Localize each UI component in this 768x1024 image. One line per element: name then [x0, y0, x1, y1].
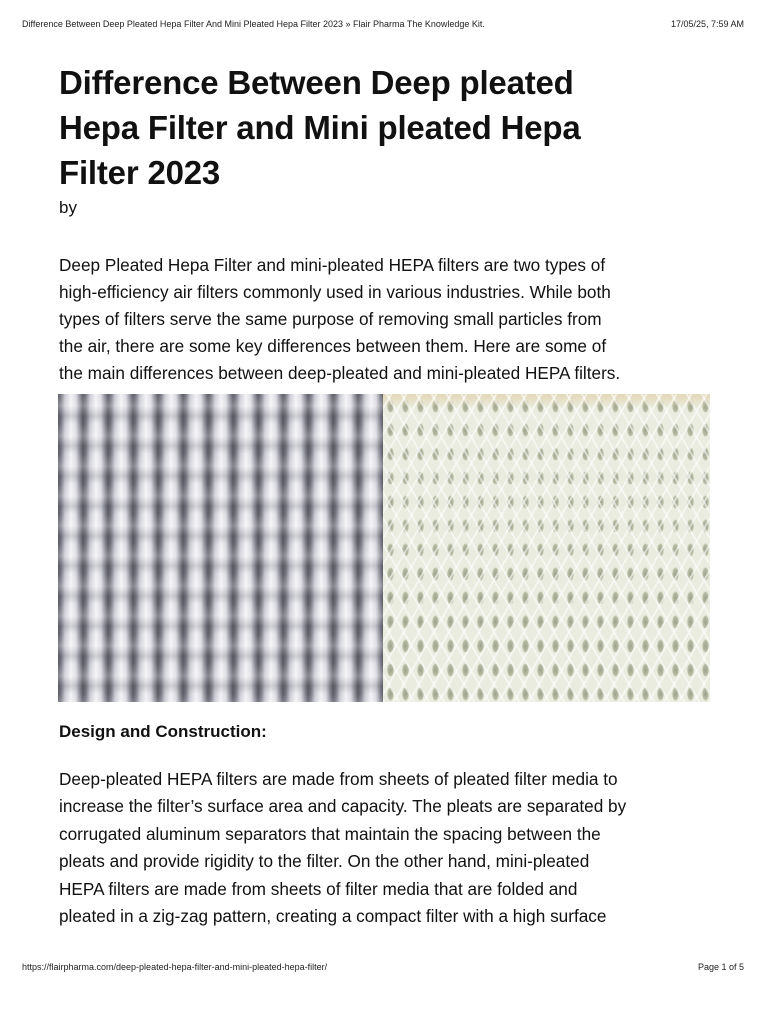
article-title-line: Hepa Filter and Mini pleated Hepa	[59, 109, 581, 146]
intro-line: Deep Pleated Hepa Filter and mini-pleated HEPA filters are two types of	[59, 255, 606, 275]
intro-line: the air, there are some key differences between them. Here are some of	[59, 336, 607, 356]
section-line: corrugated aluminum separators that maintain the spacing between the	[59, 823, 601, 844]
print-date: 17/05/25, 7:59 AM	[670, 19, 744, 29]
print-header	[22, 19, 744, 33]
section-line: Deep-pleated HEPA filters are made from sheets of pleated filter media to	[59, 769, 618, 789]
byline: by	[59, 198, 77, 217]
article-title-line: Filter 2023	[59, 154, 221, 191]
intro-paragraph	[59, 252, 719, 387]
page-url-link[interactable]: https://flairpharma.com/deep-pleated-hepa-filter-and-mini-pleated-hepa-filter/	[22, 962, 328, 972]
section-heading: Design and Construction:	[59, 722, 267, 741]
intro-line: high-efficiency air filters commonly used in various industries. While both	[59, 282, 611, 302]
deep-pleated-filter-photo	[58, 394, 383, 702]
section-line: HEPA filters are made from sheets of filter media that are folded and	[59, 878, 578, 899]
intro-line: types of filters serve the same purpose of removing small particles from	[59, 309, 602, 329]
print-document-title: Difference Between Deep Pleated Hepa Filter And Mini Pleated Hepa Filter 2023 » Flair Pharma The Knowledge Kit.	[22, 19, 485, 29]
section-paragraph	[59, 766, 719, 930]
section-line: increase the filter’s surface area and capacity. The pleats are separated by	[59, 796, 627, 817]
filter-comparison-image	[58, 394, 710, 702]
article-title-line: Difference Between Deep pleated	[59, 64, 574, 101]
section-line: pleated in a zig-zag pattern, creating a compact filter with a high surface	[59, 906, 607, 927]
page-number: Page 1 of 5	[697, 962, 744, 972]
article-title	[59, 60, 719, 195]
mini-pleated-filter-photo	[383, 394, 710, 702]
print-footer	[22, 962, 744, 976]
section-line: pleats and provide rigidity to the filter. On the other hand, mini-pleated	[59, 851, 590, 872]
intro-line: the main differences between deep-pleated and mini-pleated HEPA filters.	[59, 363, 621, 383]
